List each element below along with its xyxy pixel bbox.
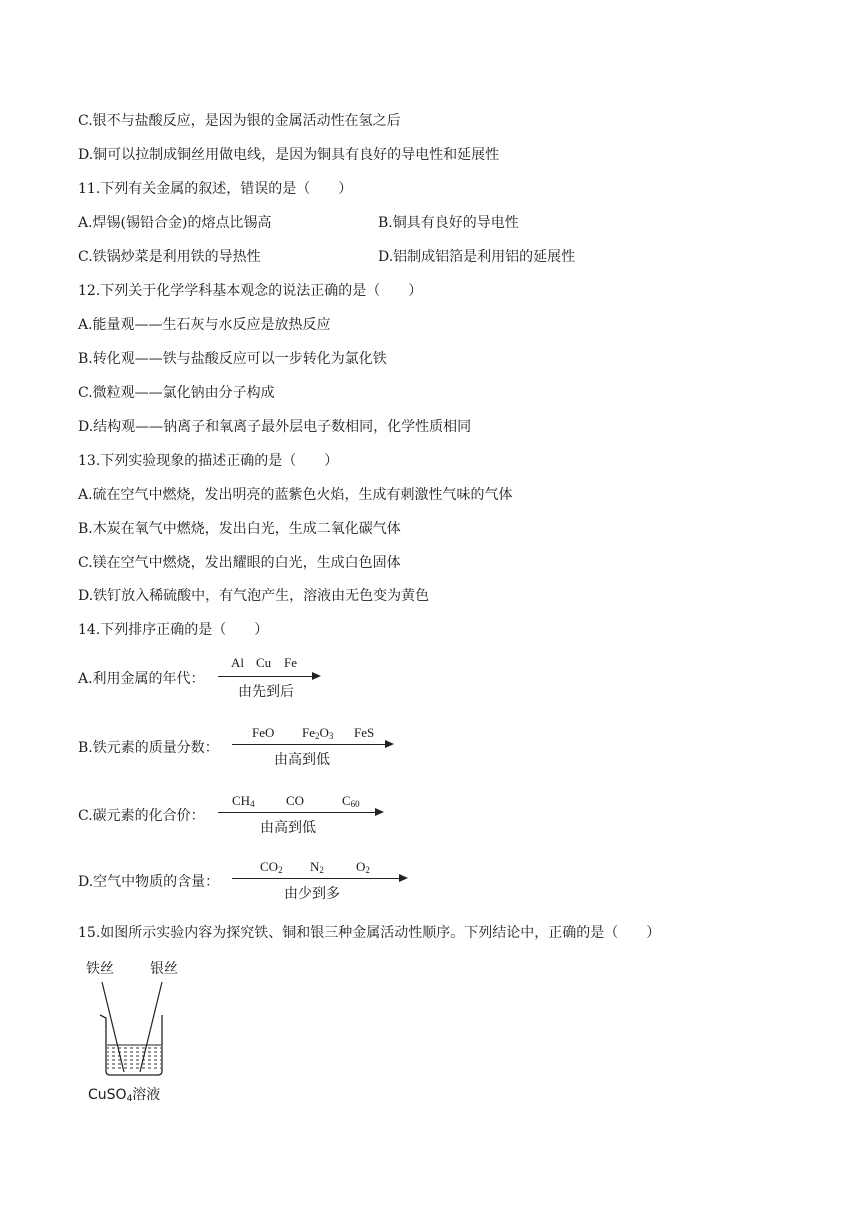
q11-option-b: B.铜具有良好的导电性 — [378, 215, 519, 231]
q14-c-item-3: $C_{60}$ — [342, 793, 360, 809]
q14-d-arrowhead-icon — [399, 874, 408, 882]
q14-a-arrow-shaft — [218, 676, 313, 677]
q14-option-b — [78, 726, 418, 776]
q11-option-c: C.铁锅炒菜是利用铁的导热性 — [78, 249, 261, 265]
q14-d-item-1: $CO_2$ — [260, 859, 283, 875]
q14-d-arrow-shaft — [232, 878, 400, 879]
q14-option-d — [78, 860, 418, 910]
q14-a-arrowhead-icon — [312, 672, 321, 680]
q14-d-item-3: $O_2$ — [356, 859, 370, 875]
q13-stem: 13.下列实验现象的描述正确的是（ ） — [78, 453, 339, 469]
q14-a-item-2: Cu — [256, 655, 272, 670]
q12-stem: 12.下列关于化学学科基本观念的说法正确的是（ ） — [78, 283, 423, 299]
q14-b-arrowhead-icon — [385, 740, 394, 748]
q14-c-item-1: $CH_4$ — [232, 793, 255, 809]
q14-c-caption: 由高到低 — [260, 820, 316, 836]
q14-b-caption: 由高到低 — [274, 752, 330, 768]
silver-wire-label: 银丝 — [150, 961, 178, 977]
q14-b-item-2: $Fe_2O_3$ — [302, 725, 334, 741]
q14-option-c — [78, 794, 408, 844]
q14-c-item-2: CO — [286, 793, 305, 808]
q14-option-a — [78, 656, 378, 706]
iron-wire-label: 铁丝 — [86, 961, 114, 977]
q14-b-arrow-shaft — [232, 744, 386, 745]
q10-option-d: D.铜可以拉制成铜丝用做电线，是因为铜具有良好的导电性和延展性 — [78, 147, 500, 163]
q13-option-d: D.铁钉放入稀硫酸中，有气泡产生，溶液由无色变为黄色 — [78, 588, 430, 604]
q14-option-a-arrow — [216, 656, 326, 706]
q14-c-arrowhead-icon — [375, 808, 384, 816]
q13-option-c: C.镁在空气中燃烧，发出耀眼的白光，生成白色固体 — [78, 555, 401, 571]
q14-stem: 14.下列排序正确的是（ ） — [78, 622, 269, 638]
q14-d-caption: 由少到多 — [284, 886, 340, 902]
q12-option-c: C.微粒观——氯化钠由分子构成 — [78, 385, 275, 401]
beaker-diagram — [88, 978, 178, 1082]
q14-c-arrow-shaft — [218, 812, 376, 813]
q10-option-c: C.银不与盐酸反应，是因为银的金属活动性在氢之后 — [78, 113, 401, 129]
q11-option-a: A.焊锡(锡铅合金)的熔点比锡高 — [78, 215, 272, 231]
q14-b-item-1: FeO — [252, 725, 275, 740]
q14-option-c-label: C.碳元素的化合价： — [78, 808, 205, 824]
q14-option-d-arrow — [230, 860, 410, 910]
q12-option-a: A.能量观——生石灰与水反应是放热反应 — [78, 317, 331, 333]
q14-a-item-1: Al — [231, 655, 244, 670]
q14-option-d-label: D.空气中物质的含量： — [78, 874, 220, 890]
q14-option-c-arrow — [216, 794, 386, 844]
q12-option-b: B.转化观——铁与盐酸反应可以一步转化为氯化铁 — [78, 351, 387, 367]
q14-b-item-3: FeS — [354, 725, 375, 740]
q14-a-caption: 由先到后 — [238, 684, 294, 700]
solution-liquid — [107, 1045, 161, 1069]
q14-a-item-3: Fe — [284, 655, 297, 670]
q12-option-d: D.结构观——钠离子和氧离子最外层电子数相同，化学性质相同 — [78, 419, 472, 435]
q13-option-a: A.硫在空气中燃烧，发出明亮的蓝紫色火焰，生成有刺激性气味的气体 — [78, 487, 513, 503]
q14-option-b-label: B.铁元素的质量分数： — [78, 740, 219, 756]
solution-label: CuSO$_4$溶液 — [88, 1087, 161, 1104]
q14-option-b-arrow — [230, 726, 400, 776]
q15-stem: 15.如图所示实验内容为探究铁、铜和银三种金属活动性顺序。下列结论中，正确的是（ ） — [78, 925, 661, 941]
q14-option-a-label: A.利用金属的年代： — [78, 671, 205, 687]
q11-option-d: D.铝制成铝箔是利用铝的延展性 — [378, 249, 576, 265]
q13-option-b: B.木炭在氧气中燃烧，发出白光，生成二氧化碳气体 — [78, 521, 401, 537]
q11-stem: 11.下列有关金属的叙述，错误的是（ ） — [78, 181, 353, 197]
q14-d-item-2: $N_2$ — [310, 859, 324, 875]
